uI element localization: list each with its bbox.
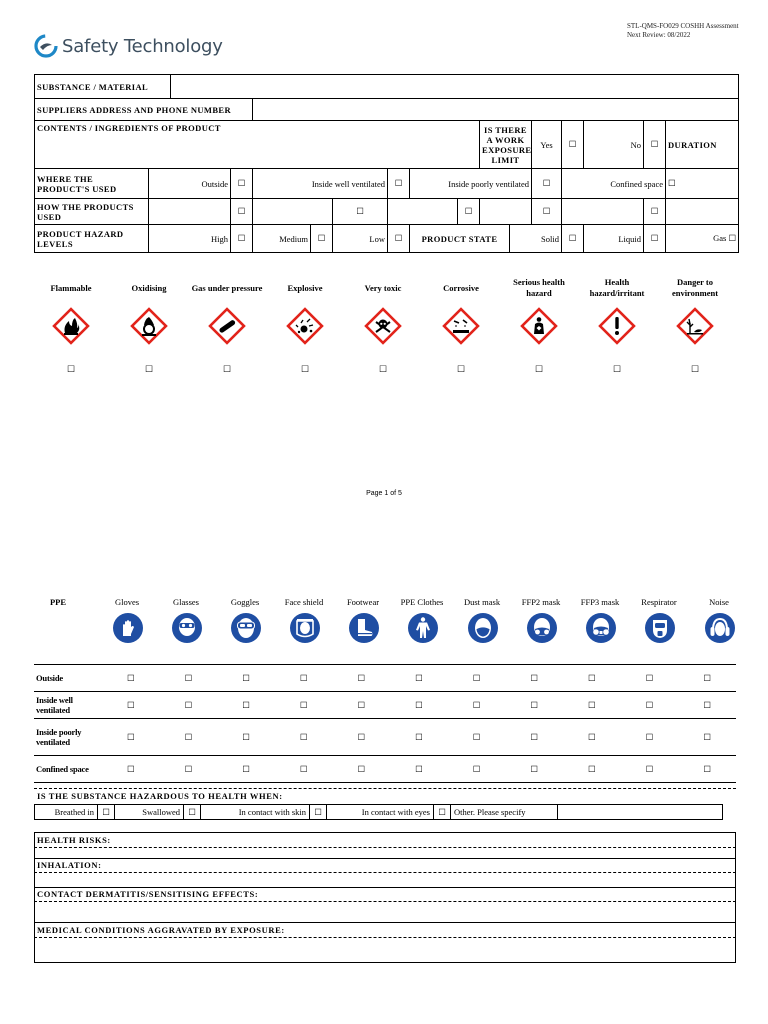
inhalation-label: INHALATION:: [37, 860, 102, 870]
ppe-checkbox[interactable]: ☐: [505, 692, 563, 719]
ppe-checkbox[interactable]: ☐: [448, 719, 506, 756]
low-label: Low: [333, 225, 388, 253]
no-label: No: [584, 121, 644, 169]
skin-checkbox[interactable]: ☐: [310, 805, 327, 820]
oxidiser-icon: [129, 306, 169, 346]
inside-poorly-checkbox[interactable]: ☐: [532, 169, 562, 199]
ppe-checkbox[interactable]: ☐: [333, 756, 391, 783]
health-risks-label: HEALTH RISKS:: [37, 835, 111, 845]
ffp2-mask-icon: [526, 612, 558, 644]
divider: [34, 887, 736, 888]
table-row: [34, 719, 736, 756]
how-used-label: HOW THE PRODUCTS USED: [35, 199, 149, 225]
ppe-checkbox[interactable]: ☐: [275, 756, 333, 783]
ppe-checkbox[interactable]: ☐: [678, 692, 736, 719]
gas-checkbox[interactable]: ☐: [728, 233, 737, 243]
corrosive-icon: [441, 306, 481, 346]
ppe-label: FFP2 mask: [521, 597, 561, 607]
row-label: Inside poorly ventilated: [34, 719, 102, 756]
hazardous-when-title: IS THE SUBSTANCE HAZARDOUS TO HEALTH WHEN:: [37, 791, 283, 801]
ppe-label: Dust mask: [463, 597, 501, 607]
ppe-checkbox[interactable]: ☐: [217, 719, 275, 756]
inside-well-label: Inside well ventilated: [253, 169, 388, 199]
how-used-checkbox-1[interactable]: ☐: [231, 199, 253, 225]
table-row: [34, 692, 736, 719]
divider: [34, 847, 736, 848]
ppe-checkbox[interactable]: ☐: [390, 665, 448, 692]
doc-ref: STL-QMS-FO029 COSHH Assessment: [627, 22, 739, 30]
divider: [34, 858, 736, 859]
ppe-checkbox[interactable]: ☐: [217, 756, 275, 783]
how-used-checkbox-5[interactable]: ☐: [644, 199, 666, 225]
hazard-levels-label: PRODUCT HAZARD LEVELS: [35, 225, 149, 253]
substance-label: SUBSTANCE / MATERIAL: [35, 75, 171, 99]
duration-label: DURATION: [666, 121, 739, 169]
row-label: Outside: [34, 665, 102, 692]
divider: [34, 788, 736, 789]
contents-label[interactable]: CONTENTS / INGREDIENTS OF PRODUCT: [35, 121, 480, 169]
suppliers-input[interactable]: [253, 99, 739, 121]
ppe-checkbox[interactable]: ☐: [333, 665, 391, 692]
medium-checkbox[interactable]: ☐: [311, 225, 333, 253]
health-irritant-checkbox[interactable]: ☐: [612, 364, 622, 374]
ppe-checkbox[interactable]: ☐: [448, 692, 506, 719]
ppe-checkbox[interactable]: ☐: [505, 665, 563, 692]
table-row: [34, 756, 736, 783]
pictogram-label: Danger to environment: [671, 277, 719, 298]
where-used-label: WHERE THE PRODUCT'S USED: [35, 169, 149, 199]
ppe-checkbox[interactable]: ☐: [621, 692, 679, 719]
ppe-checkbox[interactable]: ☐: [160, 756, 218, 783]
ppe-label: Goggles: [230, 597, 260, 607]
pictogram-serious-health-hazard: [500, 276, 578, 375]
ppe-title: PPE: [49, 597, 67, 607]
breathed-label: Breathed in: [35, 805, 98, 820]
ppe-label: Footwear: [346, 597, 380, 607]
ppe-label: Noise: [709, 597, 729, 607]
ppe-checkbox[interactable]: ☐: [563, 756, 621, 783]
ppe-matrix: [34, 664, 736, 783]
serious-health-checkbox[interactable]: ☐: [534, 364, 544, 374]
ppe-checkbox[interactable]: ☐: [621, 719, 679, 756]
ppe-checkbox[interactable]: ☐: [505, 756, 563, 783]
pictogram-oxidising: [110, 276, 188, 375]
ppe-checkbox[interactable]: ☐: [448, 665, 506, 692]
product-state-label: PRODUCT STATE: [410, 225, 510, 253]
how-used-input-6[interactable]: [666, 199, 739, 225]
inside-well-checkbox[interactable]: ☐: [388, 169, 410, 199]
row-label: Confined space: [34, 756, 102, 783]
how-used-checkbox-4[interactable]: ☐: [532, 199, 562, 225]
divider: [34, 872, 736, 873]
ppe-checkbox[interactable]: ☐: [448, 756, 506, 783]
face-shield-icon: [289, 612, 321, 644]
pictogram-label: Flammable: [50, 282, 92, 293]
pictogram-corrosive: [422, 276, 500, 375]
ppe-checkbox[interactable]: ☐: [678, 665, 736, 692]
ppe-checkbox[interactable]: ☐: [217, 665, 275, 692]
ppe-checkbox[interactable]: ☐: [563, 692, 621, 719]
divider: [34, 901, 736, 902]
liquid-label: Liquid: [584, 225, 644, 253]
ppe-checkbox[interactable]: ☐: [390, 719, 448, 756]
ppe-checkbox[interactable]: ☐: [505, 719, 563, 756]
ppe-label: PPE Clothes: [400, 597, 444, 607]
substance-input[interactable]: [171, 75, 739, 99]
how-used-input-2[interactable]: [253, 199, 333, 225]
confined-label: Confined space: [562, 169, 666, 199]
corrosive-checkbox[interactable]: ☐: [456, 364, 466, 374]
ppe-label: FFP3 mask: [580, 597, 620, 607]
boots-icon: [348, 612, 380, 644]
environment-icon: [675, 306, 715, 346]
ppe-checkbox[interactable]: ☐: [102, 719, 160, 756]
ppe-checkbox[interactable]: ☐: [390, 692, 448, 719]
outside-checkbox[interactable]: ☐: [231, 169, 253, 199]
pictogram-label: Serious health hazard: [513, 277, 565, 298]
ppe-label: Glasses: [173, 597, 199, 607]
flame-icon: [51, 306, 91, 346]
gloves-icon: [112, 612, 144, 644]
row-label: Inside well ventilated: [34, 692, 102, 719]
ppe-checkbox[interactable]: ☐: [563, 665, 621, 692]
respirator-icon: [644, 612, 676, 644]
pictogram-label: Gas under pressure: [191, 282, 263, 293]
exclamation-icon: [597, 306, 637, 346]
ppe-checkbox[interactable]: ☐: [563, 719, 621, 756]
health-hazard-icon: [519, 306, 559, 346]
pictogram-very-toxic: [344, 276, 422, 375]
exposure-no-checkbox[interactable]: ☐: [644, 121, 666, 169]
goggles-icon: [230, 612, 262, 644]
environment-checkbox[interactable]: ☐: [690, 364, 700, 374]
logo-text: Safety Technology: [62, 35, 223, 57]
ppe-checkbox[interactable]: ☐: [275, 719, 333, 756]
solid-checkbox[interactable]: ☐: [562, 225, 584, 253]
gas-label: Gas ☐: [666, 225, 739, 253]
suppliers-label: SUPPLIERS ADDRESS AND PHONE NUMBER: [35, 99, 253, 121]
eyes-checkbox[interactable]: ☐: [434, 805, 451, 820]
gas-pressure-checkbox[interactable]: ☐: [222, 364, 232, 374]
ppe-checkbox[interactable]: ☐: [217, 692, 275, 719]
confined-checkbox[interactable]: ☐: [666, 169, 739, 199]
other-specify-input[interactable]: [558, 805, 723, 820]
eyes-label: In contact with eyes: [327, 805, 434, 820]
ffp3-mask-icon: [585, 612, 617, 644]
divider: [34, 922, 736, 923]
breathed-checkbox[interactable]: ☐: [98, 805, 115, 820]
pictogram-explosive: [266, 276, 344, 375]
flammable-checkbox[interactable]: ☐: [66, 364, 76, 374]
explosive-icon: [285, 306, 325, 346]
outside-label: Outside: [149, 169, 231, 199]
pictogram-label: Oxidising: [131, 282, 167, 293]
high-label: High: [149, 225, 231, 253]
high-checkbox[interactable]: ☐: [231, 225, 253, 253]
contact-dermatitis-label: CONTACT DERMATITIS/SENSITISING EFFECTS:: [37, 889, 259, 899]
logo-mark-icon: [34, 34, 58, 58]
ppe-label: Gloves: [114, 597, 140, 607]
ppe-checkbox[interactable]: ☐: [621, 756, 679, 783]
ppe-checkbox[interactable]: ☐: [160, 692, 218, 719]
document-reference: [627, 22, 739, 40]
how-used-checkbox-3[interactable]: ☐: [458, 199, 480, 225]
oxidising-checkbox[interactable]: ☐: [144, 364, 154, 374]
ppe-checkbox[interactable]: ☐: [333, 692, 391, 719]
how-used-input-4[interactable]: [480, 199, 532, 225]
substance-details-table: [34, 74, 739, 253]
ppe-checkbox[interactable]: ☐: [390, 756, 448, 783]
explosive-checkbox[interactable]: ☐: [300, 364, 310, 374]
company-logo: [34, 34, 223, 58]
ppe-checkbox[interactable]: ☐: [678, 756, 736, 783]
exposure-routes-table: [34, 804, 723, 820]
dust-mask-icon: [467, 612, 499, 644]
ppe-checkbox[interactable]: ☐: [333, 719, 391, 756]
other-label: Other. Please specify: [451, 805, 558, 820]
pictogram-danger-environment: [656, 276, 734, 375]
low-checkbox[interactable]: ☐: [388, 225, 410, 253]
ppe-checkbox[interactable]: ☐: [102, 756, 160, 783]
skin-label: In contact with skin: [201, 805, 310, 820]
yes-label: Yes: [532, 121, 562, 169]
ppe-checkbox[interactable]: ☐: [621, 665, 679, 692]
pictogram-label: Explosive: [287, 282, 323, 293]
table-row: [34, 665, 736, 692]
exposure-yes-checkbox[interactable]: ☐: [562, 121, 584, 169]
divider: [34, 937, 736, 938]
ppe-checkbox[interactable]: ☐: [275, 665, 333, 692]
how-used-input-5[interactable]: [562, 199, 644, 225]
pictogram-label: Very toxic: [364, 282, 402, 293]
ppe-checkbox[interactable]: ☐: [160, 719, 218, 756]
ppe-checkbox[interactable]: ☐: [275, 692, 333, 719]
ppe-checkbox[interactable]: ☐: [678, 719, 736, 756]
ear-defenders-icon: [704, 612, 736, 644]
swallowed-label: Swallowed: [115, 805, 184, 820]
how-used-input-3[interactable]: [388, 199, 458, 225]
how-used-checkbox-2[interactable]: ☐: [333, 199, 388, 225]
swallowed-checkbox[interactable]: ☐: [184, 805, 201, 820]
ppe-label: Face shield: [284, 597, 324, 607]
inside-poorly-label: Inside poorly ventilated: [410, 169, 532, 199]
skull-icon: [363, 306, 403, 346]
gas-cylinder-icon: [207, 306, 247, 346]
page-number: Page 1 of 5: [366, 490, 402, 497]
pictogram-health-irritant: [578, 276, 656, 375]
ppe-checkbox[interactable]: ☐: [160, 665, 218, 692]
coverall-icon: [407, 612, 439, 644]
exposure-limit-label: IS THERE A WORK EXPOSURE LIMIT: [480, 121, 532, 169]
very-toxic-checkbox[interactable]: ☐: [378, 364, 388, 374]
medium-label: Medium: [253, 225, 311, 253]
liquid-checkbox[interactable]: ☐: [644, 225, 666, 253]
ppe-checkbox[interactable]: ☐: [102, 665, 160, 692]
pictogram-label: Corrosive: [443, 282, 479, 293]
next-review: Next Review: 08/2022: [627, 31, 691, 39]
pictogram-flammable: [32, 276, 110, 375]
pictogram-gas-under-pressure: [188, 276, 266, 375]
ppe-checkbox[interactable]: ☐: [102, 692, 160, 719]
pictogram-label: Health hazard/irritant: [589, 277, 645, 298]
medical-conditions-label: MEDICAL CONDITIONS AGGRAVATED BY EXPOSURE:: [37, 925, 285, 935]
solid-label: Solid: [510, 225, 562, 253]
glasses-icon: [171, 612, 203, 644]
how-used-input-1[interactable]: [149, 199, 231, 225]
ppe-label: Respirator: [641, 597, 677, 607]
